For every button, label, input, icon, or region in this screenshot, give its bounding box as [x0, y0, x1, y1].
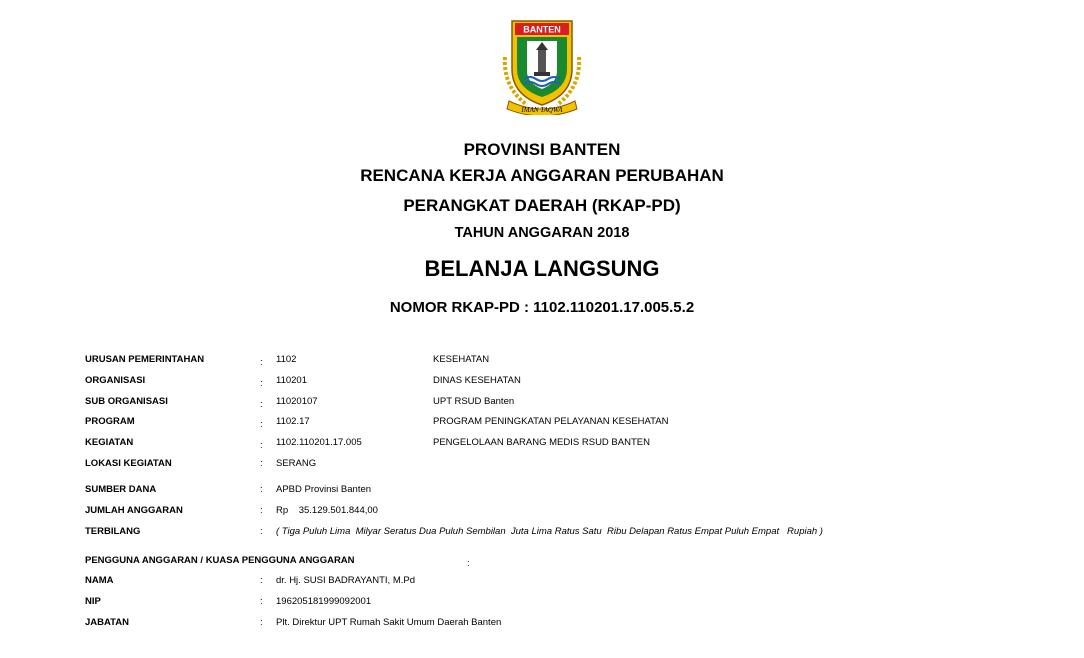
nama-value: dr. Hj. SUSI BADRAYANTI, M.Pd	[276, 575, 416, 586]
program-name: PROGRAM PENINGKATAN PELAYANAN KESEHATAN	[433, 416, 669, 427]
urusan-colon: :	[260, 357, 263, 368]
jabatan-colon: :	[260, 617, 263, 628]
nama-label: NAMA	[85, 575, 114, 586]
lokasi-value: SERANG	[276, 458, 317, 469]
logo-banner-text: BANTEN	[523, 24, 561, 35]
section-title: BELANJA LANGSUNG	[424, 256, 660, 281]
program-colon: :	[260, 419, 263, 430]
pengguna-anggaran-heading: PENGGUNA ANGGARAN / KUASA PENGGUNA ANGGARAN	[85, 555, 355, 566]
sumber-dana-value: APBD Provinsi Banten	[276, 484, 372, 495]
sub-organisasi-label: SUB ORGANISASI	[85, 396, 168, 407]
jumlah-anggaran-value: Rp 35.129.501.844,00	[276, 505, 378, 516]
program-label: PROGRAM	[85, 416, 135, 427]
terbilang-value: ( Tiga Puluh Lima Milyar Seratus Dua Puluh Sembilan Juta Lima Ratus Satu Ribu Delapan Ratus Empat Puluh Empat Rupiah )	[276, 526, 823, 537]
kegiatan-label: KEGIATAN	[85, 437, 134, 448]
pengguna-anggaran-colon: :	[467, 558, 470, 569]
terbilang-colon: :	[260, 526, 263, 537]
lokasi-label: LOKASI KEGIATAN	[85, 458, 172, 469]
sub-organisasi-name: UPT RSUD Banten	[433, 396, 515, 407]
jabatan-label: JABATAN	[85, 617, 129, 628]
nip-label: NIP	[85, 596, 101, 607]
organisasi-label: ORGANISASI	[85, 375, 146, 386]
lokasi-colon: :	[260, 458, 263, 469]
kegiatan-code: 1102.110201.17.005	[276, 437, 362, 448]
nip-value: 196205181999092001	[276, 596, 372, 607]
nip-colon: :	[260, 596, 263, 607]
urusan-label: URUSAN PEMERINTAHAN	[85, 354, 205, 365]
document-number: NOMOR RKAP-PD : 1102.110201.17.005.5.2	[389, 299, 695, 316]
sub-organisasi-code: 11020107	[276, 396, 318, 407]
jabatan-value: Plt. Direktur UPT Rumah Sakit Umum Daerah Banten	[276, 617, 502, 628]
province-title: PROVINSI BANTEN	[463, 140, 621, 159]
sub-organisasi-colon: :	[260, 399, 263, 410]
terbilang-label: TERBILANG	[85, 526, 141, 537]
sumber-dana-label: SUMBER DANA	[85, 484, 157, 495]
jumlah-anggaran-label: JUMLAH ANGGARAN	[85, 505, 183, 516]
sumber-dana-colon: :	[260, 484, 263, 495]
document-title-line2: PERANGKAT DAERAH (RKAP-PD)	[403, 196, 681, 215]
logo-motto-text: IMAN TAQWA	[521, 106, 563, 114]
organisasi-colon: :	[260, 378, 263, 389]
program-code: 1102.17	[276, 416, 310, 427]
jumlah-anggaran-colon: :	[260, 505, 263, 516]
document-title-line1: RENCANA KERJA ANGGARAN PERUBAHAN	[360, 166, 724, 185]
kegiatan-name: PENGELOLAAN BARANG MEDIS RSUD BANTEN	[433, 437, 650, 448]
banten-logo	[497, 17, 587, 115]
kegiatan-colon: :	[260, 440, 263, 451]
nama-colon: :	[260, 575, 263, 586]
fiscal-year: TAHUN ANGGARAN 2018	[454, 225, 630, 241]
organisasi-name: DINAS KESEHATAN	[433, 375, 521, 386]
organisasi-code: 110201	[276, 375, 307, 386]
urusan-code: 1102	[276, 354, 297, 365]
urusan-name: KESEHATAN	[433, 354, 490, 365]
